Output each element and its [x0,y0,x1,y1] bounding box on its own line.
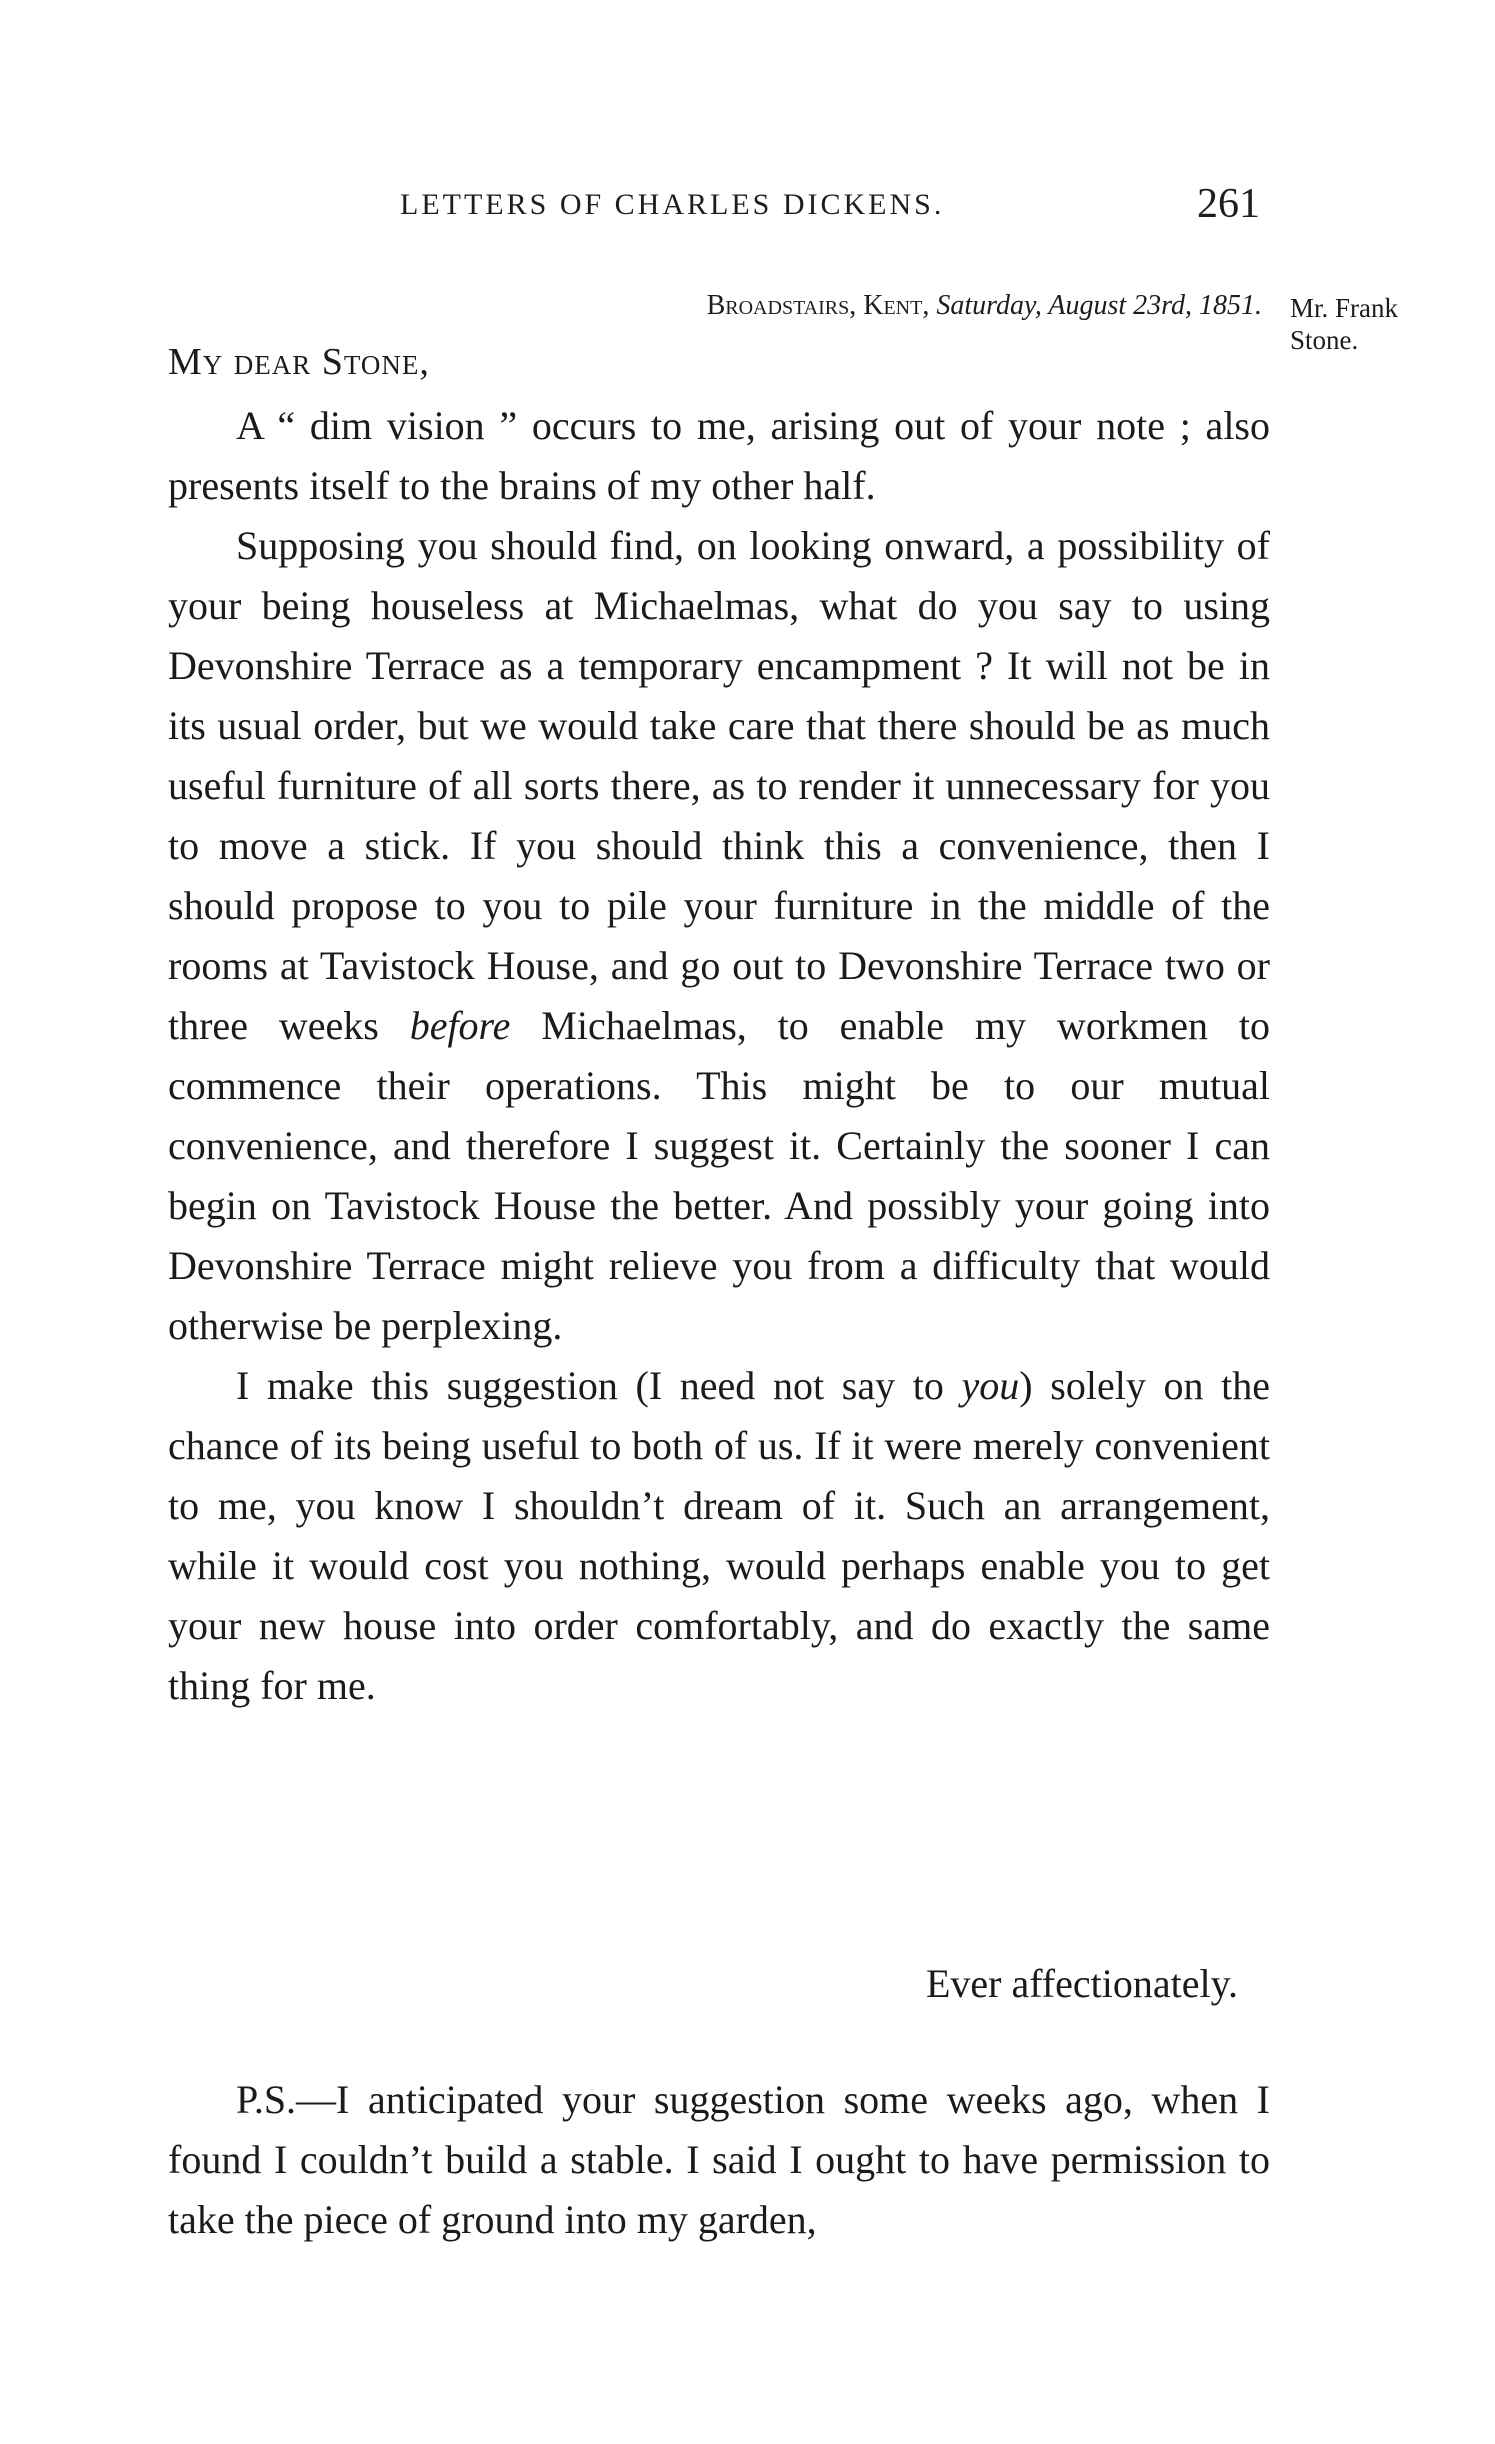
letter-body [168,396,1270,1716]
letter-dateline [330,290,1262,322]
dateline-date: Saturday, August 23rd, 1851. [936,290,1262,321]
paragraph-3 [168,1356,1270,1716]
salutation: My dear Stone, [168,341,430,383]
running-head: LETTERS OF CHARLES DICKENS. [400,188,945,221]
page-number: 261 [1197,181,1260,227]
paragraph-1: A “ dim vision ” occurs to me, arising out of your note ; also presents itself to the brains of my other half. [168,403,1270,508]
postscript [168,2070,1270,2250]
marginal-note-line-2: Stone. [1290,325,1359,355]
page-header [400,180,1260,240]
dateline-place: Broadstairs, Kent, [706,290,930,321]
paragraph-2 [168,516,1270,1356]
marginal-note-line-1: Mr. Frank [1290,293,1398,323]
paragraph-2-text: Supposing you should find, on looking onward, a possibility of your being houseless at Michaelmas, what do you say to using Devonshire Terrace as a temporary encampment ? It will not be in its usual order, but we would take care that there should be as much useful furniture of all sorts there, as to render it unnecessary for you to move a stick. If you should think this a convenience, then I should propose to you to pile your furniture in the middle of the rooms at Tavistock House, and go out to Devonshire Terrace two or three weeks [168,523,1270,1048]
paragraph-3-end: ) solely on the chance of its being useful to both of us. If it were merely convenient to me, you know I shouldn’t dream of it. Such an arrangement, while it would cost you nothing, would perhaps enable you to get your new house into order comfortably, and do exactly the same thing for me. [168,1363,1271,1708]
paragraph-3-italic: you [961,1363,1020,1408]
paragraph-2-end: Michaelmas, to enable my workmen to commence their operations. This might be to our mutual convenience, and therefore I suggest it. Certainly the sooner I can begin on Tavistock House the better. And possibly your going into Devonshire Terrace might relieve you from a difficulty that would otherwise be perplexing. [168,1003,1271,1348]
postscript-paragraph: P.S.—I anticipated your suggestion some weeks ago, when I found I couldn’t build a stable. I said I ought to have permission to take the piece of ground into my garden, [168,2077,1270,2242]
paragraph-3-text: I make this suggestion (I need not say to [236,1363,944,1408]
letter-closing: Ever affectionately. [925,1961,1238,2006]
marginal-note [1290,292,1450,356]
paragraph-2-italic: before [409,1003,511,1048]
